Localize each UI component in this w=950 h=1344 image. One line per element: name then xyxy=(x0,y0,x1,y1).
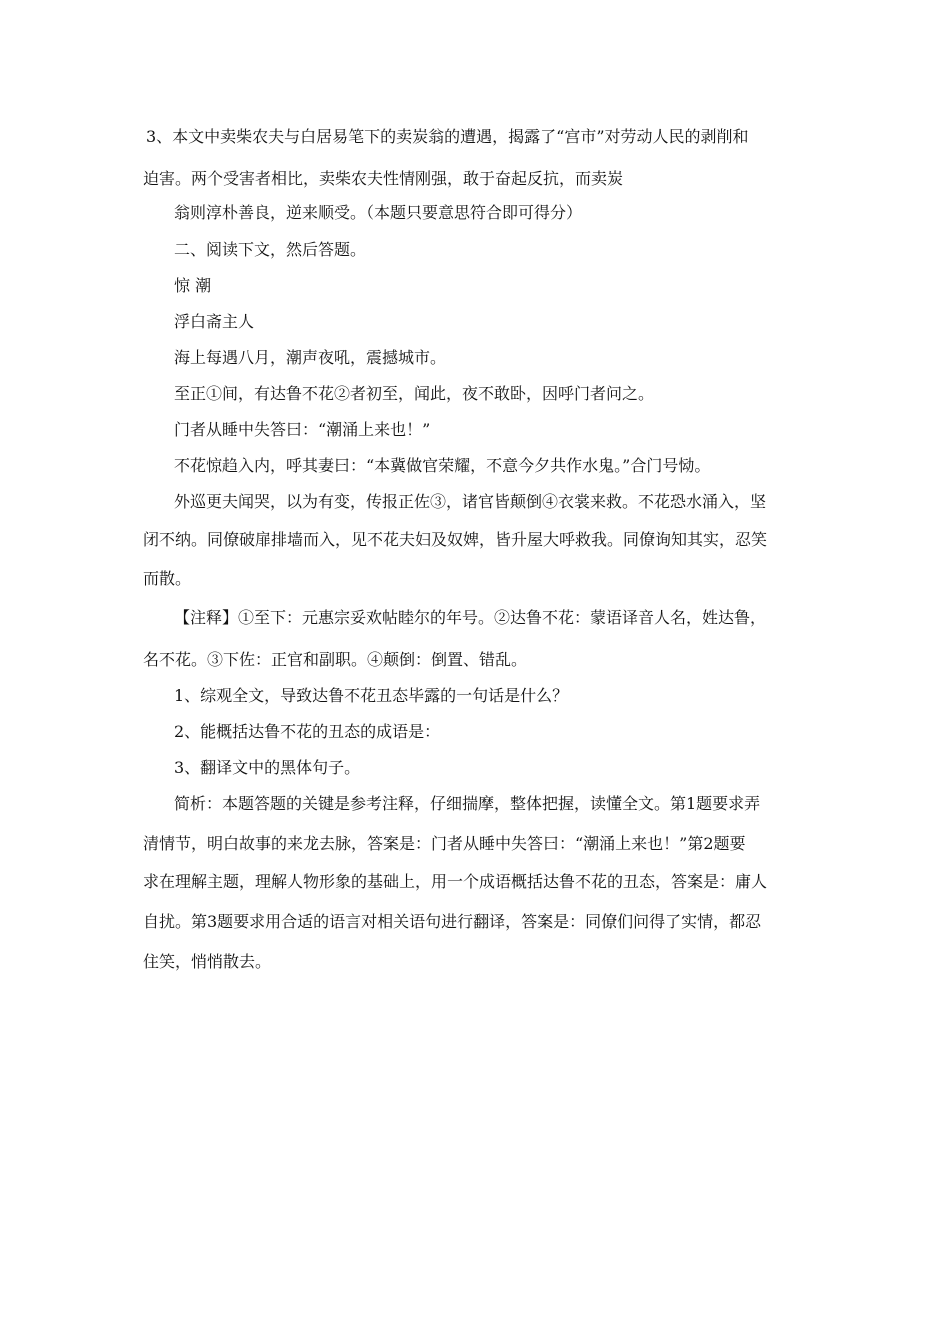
passage-paragraph-5-line-2: 闭不纳。同僚破扉排墙而入，见不花夫妇及奴婢，皆升屋大呼救我。同僚询知其实，忍笑 xyxy=(143,530,768,549)
passage-author: 浮白斋主人 xyxy=(174,312,255,331)
section-two-heading: 二、阅读下文，然后答题。 xyxy=(174,240,367,259)
answer-3-line-2: 迫害。两个受害者相比，卖柴农夫性情刚强，敢于奋起反抗，而卖炭 xyxy=(143,169,624,188)
notes-line-1: 【注释】①至下：元惠宗妥欢帖睦尔的年号。②达鲁不花：蒙语译音人名，姓达鲁， xyxy=(174,608,767,627)
passage-title: 惊 潮 xyxy=(174,276,212,295)
passage-paragraph-5-line-1: 外巡更夫闻哭，以为有变，传报正佐③，诸官皆颠倒④衣裳来救。不花恐水涌入，坚 xyxy=(174,492,767,511)
question-3: 3、翻译文中的黑体句子。 xyxy=(174,758,361,777)
analysis-line-2: 清情节，明白故事的来龙去脉，答案是：门者从睡中失答曰：“潮涌上来也！”第2题要 xyxy=(143,834,746,853)
analysis-line-1: 简析：本题答题的关键是参考注释，仔细揣摩，整体把握，读懂全文。第1题要求弄 xyxy=(174,794,761,813)
passage-paragraph-2: 至正①间，有达鲁不花②者初至，闻此，夜不敢卧，因呼门者问之。 xyxy=(174,384,655,403)
analysis-line-5: 住笑，悄悄散去。 xyxy=(143,952,272,971)
notes-line-2: 名不花。③下佐：正官和副职。④颠倒：倒置、错乱。 xyxy=(143,650,528,669)
question-2: 2、能概括达鲁不花的丑态的成语是： xyxy=(174,722,441,741)
passage-paragraph-3: 门者从睡中失答曰：“潮涌上来也！” xyxy=(174,420,431,439)
passage-paragraph-5-line-3: 而散。 xyxy=(143,569,192,588)
answer-3-line-3: 翁则淳朴善良，逆来顺受。（本题只要意思符合即可得分） xyxy=(174,203,583,222)
answer-3-line-1: 3、本文中卖柴农夫与白居易笔下的卖炭翁的遭遇，揭露了“宫市”对劳动人民的剥削和 xyxy=(146,127,749,146)
question-1: 1、综观全文，导致达鲁不花丑态毕露的一句话是什么？ xyxy=(174,686,569,705)
analysis-line-3: 求在理解主题，理解人物形象的基础上，用一个成语概括达鲁不花的丑态，答案是：庸人 xyxy=(143,872,768,891)
passage-paragraph-4: 不花惊趋入内，呼其妻曰：“本冀做官荣耀，不意今夕共作水鬼。”合门号恸。 xyxy=(174,456,711,475)
analysis-line-4: 自扰。第3题要求用合适的语言对相关语句进行翻译，答案是：同僚们问得了实情，都忍 xyxy=(143,912,762,931)
passage-paragraph-1: 海上每遇八月，潮声夜吼，震撼城市。 xyxy=(174,348,447,367)
